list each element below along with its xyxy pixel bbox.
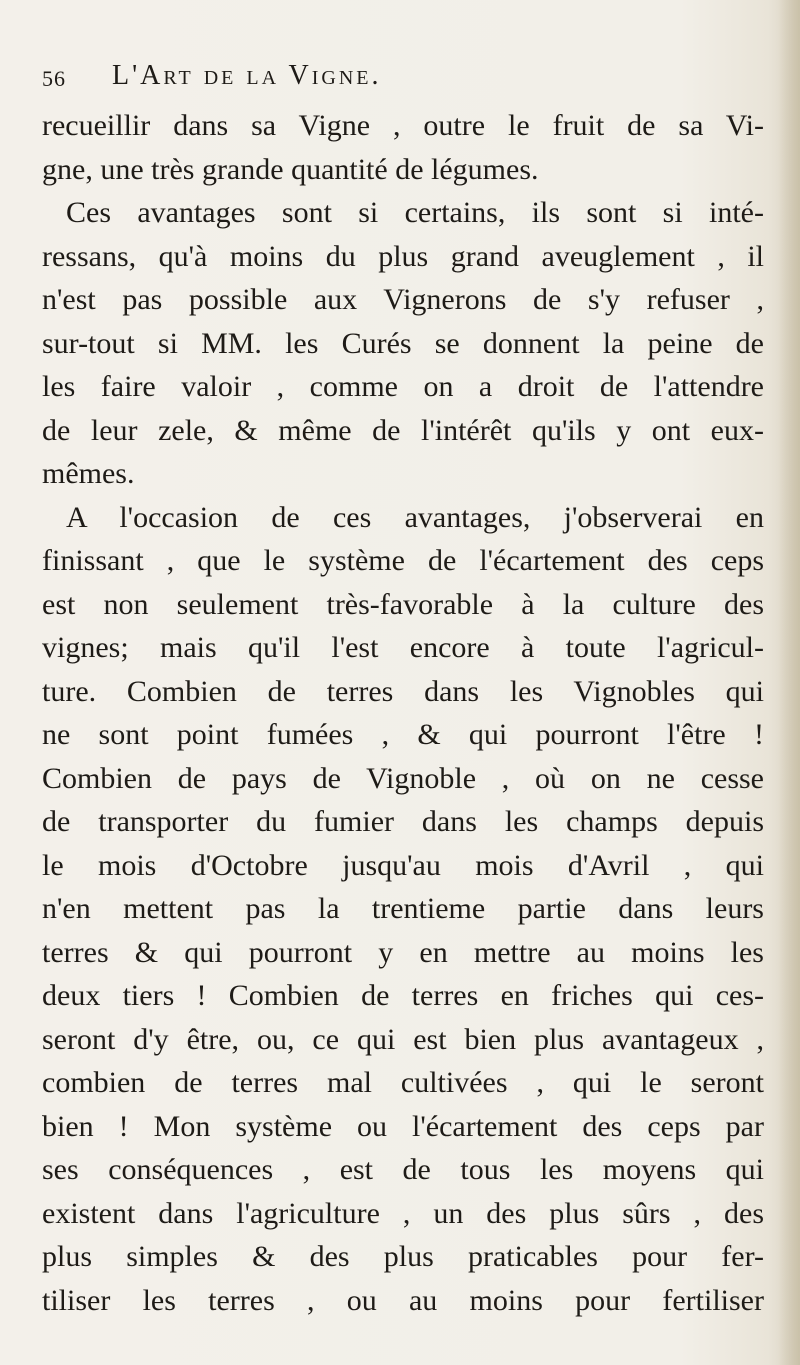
- text-line: tiliser les terres , ou au moins pour fertiliser: [42, 1283, 764, 1317]
- page-number: 56: [42, 66, 66, 91]
- running-title: L'Art de la Vigne.: [112, 60, 382, 91]
- text-line: existent dans l'agriculture , un des plus sûrs , des: [42, 1196, 764, 1230]
- text-line: Ces avantages sont si certains, ils sont si inté-: [66, 196, 764, 229]
- text-line: A l'occasion de ces avantages, j'observerai en: [66, 500, 764, 534]
- text-line: mêmes.: [42, 457, 135, 490]
- text-line: terres & qui pourront y en mettre au moins les: [42, 935, 764, 969]
- text-line: deux tiers ! Combien de terres en friches qui ces-: [42, 979, 764, 1012]
- text-line: ses conséquences , est de tous les moyens qui: [42, 1153, 764, 1186]
- text-line: de transporter du fumier dans les champs depuis: [42, 805, 764, 838]
- text-line: combien de terres mal cultivées , qui le seront: [42, 1066, 764, 1099]
- text-line: gne, une très grande quantité de légumes.: [42, 152, 539, 186]
- text-line: n'en mettent pas la trentieme partie dans leurs: [42, 892, 764, 925]
- text-line: le mois d'Octobre jusqu'au mois d'Avril , qui: [42, 848, 764, 882]
- text-line: ne sont point fumées , & qui pourront l'être !: [42, 718, 764, 751]
- text-line: les faire valoir , comme on a droit de l'attendre: [42, 370, 764, 403]
- text-line: de leur zele, & même de l'intérêt qu'ils y ont eux-: [42, 413, 764, 447]
- text-line: Combien de pays de Vignoble , où on ne cesse: [42, 761, 764, 795]
- page-edge-shadow: [778, 0, 800, 1365]
- text-line: vignes; mais qu'il l'est encore à toute l'agricul-: [42, 631, 764, 664]
- text-line: finissant , que le système de l'écartement des ceps: [42, 544, 764, 577]
- body-text: [42, 106, 764, 1346]
- text-line: plus simples & des plus praticables pour fer-: [42, 1240, 764, 1273]
- text-line: est non seulement très-favorable à la culture des: [42, 587, 764, 621]
- text-line: n'est pas possible aux Vignerons de s'y refuser ,: [42, 283, 764, 316]
- text-line: sur-tout si MM. les Curés se donnent la peine de: [42, 326, 764, 360]
- text-line: seront d'y être, ou, ce qui est bien plus avantageux ,: [42, 1022, 764, 1056]
- text-line: ture. Combien de terres dans les Vignobles qui: [42, 674, 764, 708]
- text-line: bien ! Mon système ou l'écartement des ceps par: [42, 1109, 764, 1143]
- running-head: [42, 60, 762, 96]
- text-line: ressans, qu'à moins du plus grand aveuglement , il: [42, 239, 764, 273]
- text-line: recueillir dans sa Vigne , outre le fruit de sa Vi-: [42, 109, 764, 142]
